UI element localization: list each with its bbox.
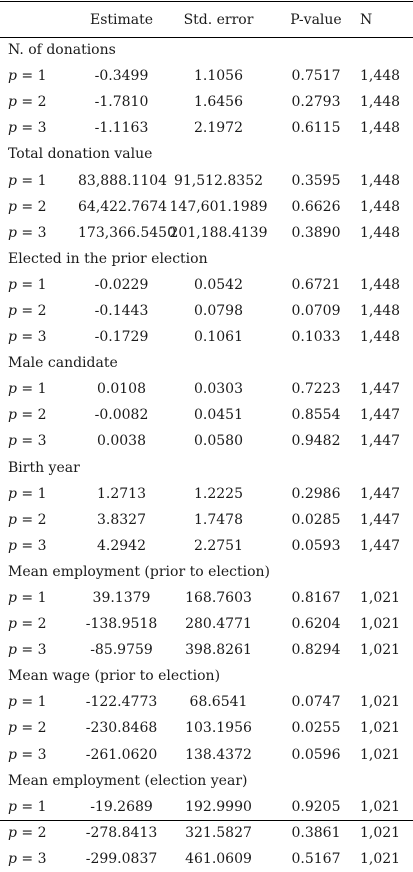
cell-estimate: -1.1163 [94,120,149,137]
table-row [0,742,413,768]
table-row [0,794,413,820]
cell-n: 1,447 [360,381,401,398]
cell-n: 1,448 [360,120,401,137]
row-label [0,846,78,872]
table-row [0,89,413,115]
table-row [0,533,413,559]
row-label-variable: p [8,120,17,137]
cell-std-error: 2.2751 [194,537,243,554]
row-label-value: = 3 [21,120,47,137]
cell-estimate: -19.2689 [90,798,153,815]
table-row [0,272,413,298]
table-row [0,194,413,220]
row-label [0,272,78,298]
cell-std-error: 280.4771 [185,616,252,633]
row-label-variable: p [8,172,17,189]
row-label-variable: p [8,642,17,659]
cell-n: 1,021 [360,616,401,633]
row-label-value: = 3 [21,746,47,763]
row-label-value: = 1 [21,172,47,189]
cell-estimate: -1.7810 [94,94,149,111]
table-row [0,428,413,454]
table-row [0,585,413,611]
group-title: Mean employment (prior to election) [8,563,270,580]
table-row [0,507,413,533]
cell-n: 1,021 [360,798,401,815]
cell-std-error: 91,512.8352 [173,172,264,189]
cell-std-error: 192.9990 [185,798,252,815]
row-label-variable: p [8,224,17,241]
cell-p-value: 0.8294 [291,642,341,659]
cell-p-value: 0.9205 [291,798,341,815]
group-title: Male candidate [8,355,118,372]
row-label [0,428,78,454]
cell-std-error: 398.8261 [185,642,252,659]
cell-estimate: 173,366.5450 [78,224,176,241]
row-label-variable: p [8,407,17,424]
cell-estimate: -230.8468 [85,720,158,737]
row-label-value: = 2 [21,616,47,633]
row-label-value: = 3 [21,433,47,450]
cell-std-error: 0.1061 [194,329,243,346]
group-title-row [0,246,413,272]
table-row [0,402,413,428]
row-label-value: = 2 [21,720,47,737]
table-row [0,324,413,350]
row-label-variable: p [8,850,17,867]
cell-n: 1,448 [360,198,401,215]
row-label-value: = 1 [21,276,47,293]
cell-p-value: 0.6626 [291,198,341,215]
row-label-variable: p [8,511,17,528]
cell-p-value: 0.2986 [291,485,341,502]
cell-std-error: 201,188.4139 [169,224,268,241]
row-label-variable: p [8,485,17,502]
cell-estimate: -261.0620 [85,746,158,763]
table-body [0,37,413,872]
row-label [0,376,78,402]
cell-estimate: 0.0038 [97,433,146,450]
group-title: Total donation value [8,146,153,163]
row-label-variable: p [8,616,17,633]
group-title-row [0,455,413,481]
cell-estimate: -0.1729 [94,329,149,346]
table-row [0,376,413,402]
group-title-row [0,768,413,794]
row-label [0,115,78,141]
row-label-value: = 2 [21,302,47,319]
table-row [0,115,413,141]
group-title: Birth year [8,459,80,476]
row-label [0,63,78,89]
cell-std-error: 138.4372 [185,746,252,763]
group-title-row [0,559,413,585]
row-label [0,507,78,533]
cell-p-value: 0.0596 [291,746,341,763]
cell-n: 1,021 [360,694,401,711]
cell-n: 1,448 [360,276,401,293]
row-label [0,742,78,768]
cell-std-error: 0.0451 [194,407,243,424]
row-label [0,89,78,115]
table-header [0,2,413,37]
header-p-value: P-value [290,11,342,28]
cell-std-error: 2.1972 [194,120,243,137]
table-row [0,481,413,507]
cell-p-value: 0.0285 [291,511,341,528]
row-label-variable: p [8,798,17,815]
row-label [0,715,78,741]
row-label-variable: p [8,433,17,450]
header-estimate: Estimate [89,11,154,28]
row-label-value: = 1 [21,68,47,85]
cell-std-error: 1.1056 [194,68,243,85]
group-title: Mean wage (prior to election) [8,668,221,685]
cell-n: 1,021 [360,746,401,763]
cell-estimate: -299.0837 [85,850,158,867]
regression-results-table [0,2,413,872]
row-label-value: = 3 [21,224,47,241]
cell-p-value: 0.0709 [291,302,341,319]
header-n: N [360,11,373,28]
row-label [0,533,78,559]
row-label-value: = 2 [21,824,47,841]
row-label-value: = 1 [21,381,47,398]
row-label-value: = 1 [21,798,47,815]
table-row [0,298,413,324]
cell-n: 1,448 [360,329,401,346]
cell-p-value: 0.8167 [291,590,341,607]
row-label-value: = 3 [21,329,47,346]
cell-estimate: 0.0108 [97,381,146,398]
cell-p-value: 0.3861 [291,824,341,841]
cell-std-error: 147,601.1989 [169,198,268,215]
cell-estimate: 1.2713 [97,485,146,502]
cell-p-value: 0.6721 [291,276,341,293]
row-label [0,794,78,820]
cell-std-error: 0.0798 [194,302,243,319]
cell-std-error: 1.2225 [194,485,243,502]
cell-std-error: 1.6456 [194,94,243,111]
table-row [0,611,413,637]
cell-p-value: 0.0747 [291,694,341,711]
cell-n: 1,021 [360,824,401,841]
cell-n: 1,021 [360,850,401,867]
row-label-variable: p [8,198,17,215]
cell-estimate: -0.1443 [94,302,149,319]
row-label-variable: p [8,302,17,319]
group-title-row [0,350,413,376]
cell-n: 1,447 [360,407,401,424]
cell-p-value: 0.1033 [291,329,341,346]
row-label-variable: p [8,694,17,711]
row-label-value: = 1 [21,485,47,502]
cell-p-value: 0.6115 [291,120,341,137]
cell-p-value: 0.3595 [291,172,341,189]
cell-n: 1,021 [360,590,401,607]
row-label [0,324,78,350]
row-label-value: = 2 [21,511,47,528]
cell-n: 1,448 [360,94,401,111]
row-label-value: = 3 [21,537,47,554]
cell-estimate: -0.0082 [94,407,149,424]
row-label-variable: p [8,824,17,841]
cell-estimate: -85.9759 [90,642,153,659]
cell-p-value: 0.0255 [291,720,341,737]
row-label-value: = 1 [21,694,47,711]
cell-std-error: 68.6541 [189,694,248,711]
cell-estimate: 64,422.7674 [78,198,168,215]
group-title: N. of donations [8,42,116,59]
cell-estimate: -0.0229 [94,276,149,293]
table-row [0,689,413,715]
row-label-variable: p [8,537,17,554]
row-label [0,481,78,507]
table-row [0,637,413,663]
cell-n: 1,447 [360,537,401,554]
row-label-value: = 2 [21,94,47,111]
table-row [0,846,413,872]
row-label [0,637,78,663]
table-row [0,167,413,193]
cell-std-error: 0.0542 [194,276,243,293]
row-label [0,611,78,637]
cell-std-error: 0.0303 [194,381,243,398]
row-label [0,167,78,193]
cell-p-value: 0.7517 [291,68,341,85]
cell-estimate: 39.1379 [92,590,151,607]
cell-estimate: -138.9518 [85,616,158,633]
row-label-variable: p [8,720,17,737]
cell-n: 1,448 [360,172,401,189]
row-label-variable: p [8,381,17,398]
cell-p-value: 0.5167 [291,850,341,867]
row-label-value: = 1 [21,590,47,607]
cell-n: 1,448 [360,302,401,319]
cell-n: 1,447 [360,433,401,450]
cell-estimate: 4.2942 [97,537,146,554]
cell-n: 1,447 [360,511,401,528]
cell-n: 1,021 [360,642,401,659]
cell-n: 1,448 [360,68,401,85]
table-row [0,220,413,246]
cell-p-value: 0.6204 [291,616,341,633]
group-title: Mean employment (election year) [8,772,248,789]
cell-estimate: -0.3499 [94,68,149,85]
cell-n: 1,021 [360,720,401,737]
cell-n: 1,448 [360,224,401,241]
row-label-value: = 3 [21,642,47,659]
cell-std-error: 103.1956 [185,720,252,737]
group-title-row [0,141,413,167]
cell-std-error: 1.7478 [194,511,243,528]
group-title: Elected in the prior election [8,250,208,267]
header-std-error: Std. error [183,11,254,28]
row-label-variable: p [8,94,17,111]
row-label [0,689,78,715]
header-label-col [0,2,78,37]
cell-estimate: 3.8327 [97,511,146,528]
cell-p-value: 0.7223 [291,381,341,398]
row-label-value: = 3 [21,850,47,867]
cell-p-value: 0.3890 [291,224,341,241]
cell-estimate: 83,888.1104 [78,172,168,189]
cell-std-error: 461.0609 [185,850,252,867]
table-row [0,715,413,741]
cell-p-value: 0.0593 [291,537,341,554]
row-label [0,402,78,428]
row-label [0,298,78,324]
cell-std-error: 0.0580 [194,433,243,450]
row-label [0,220,78,246]
cell-p-value: 0.9482 [291,433,341,450]
cell-p-value: 0.8554 [291,407,341,424]
header-row [0,2,413,37]
row-label [0,194,78,220]
row-label-variable: p [8,68,17,85]
group-title-row [0,37,413,63]
row-label-value: = 2 [21,198,47,215]
cell-std-error: 168.7603 [185,590,252,607]
cell-n: 1,447 [360,485,401,502]
cell-estimate: -278.8413 [85,824,158,841]
row-label-variable: p [8,329,17,346]
cell-estimate: -122.4773 [85,694,158,711]
row-label-variable: p [8,276,17,293]
table-row [0,63,413,89]
row-label-variable: p [8,590,17,607]
cell-p-value: 0.2793 [291,94,341,111]
cell-std-error: 321.5827 [185,824,252,841]
row-label [0,585,78,611]
row-label-value: = 2 [21,407,47,424]
group-title-row [0,663,413,689]
row-label-variable: p [8,746,17,763]
